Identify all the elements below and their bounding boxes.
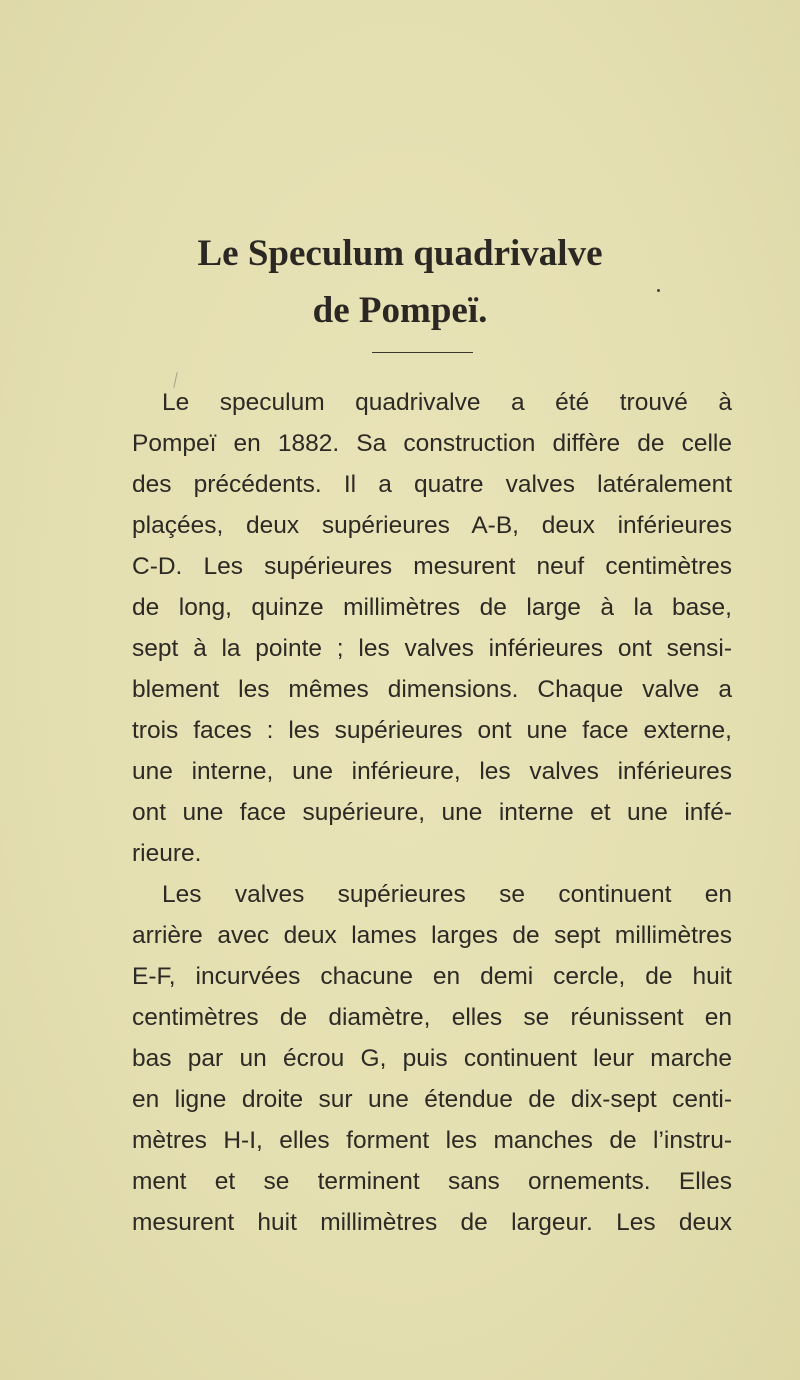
text-line: des précédents. Il a quatre valves latéralement xyxy=(132,471,732,498)
text-line: centimètres de diamètre, elles se réunissent en xyxy=(132,1004,732,1031)
text-line: trois faces : les supérieures ont une face externe, xyxy=(132,717,732,744)
text-line: mètres H-I, elles forment les manches de l’instru- xyxy=(132,1127,732,1154)
text-line: Le speculum quadrivalve a été trouvé à xyxy=(162,389,732,416)
text-line: plaçées, deux supérieures A-B, deux inférieures xyxy=(132,512,732,539)
text-line: sept à la pointe ; les valves inférieures ont sensi- xyxy=(132,635,732,662)
ink-speck xyxy=(657,289,660,292)
text-line: rieure. xyxy=(132,840,202,867)
text-line: arrière avec deux lames larges de sept millimètres xyxy=(132,922,732,949)
text-line: Les valves supérieures se continuent en xyxy=(162,881,732,908)
text-line: en ligne droite sur une étendue de dix-sept centi- xyxy=(132,1086,732,1113)
page-title-line-1: Le Speculum quadrivalve xyxy=(197,233,603,274)
text-line: blement les mêmes dimensions. Chaque valve a xyxy=(132,676,732,703)
text-line: ment et se terminent sans ornements. Elles xyxy=(132,1168,732,1195)
text-line: bas par un écrou G, puis continuent leur marche xyxy=(132,1045,732,1072)
text-line: E-F, incurvées chacune en demi cercle, de huit xyxy=(132,963,732,990)
text-line: C-D. Les supérieures mesurent neuf centimètres xyxy=(132,553,732,580)
title-divider xyxy=(372,352,473,353)
text-line: mesurent huit millimètres de largeur. Les deux xyxy=(132,1209,732,1236)
text-line: une interne, une inférieure, les valves inférieures xyxy=(132,758,732,785)
text-line: de long, quinze millimètres de large à la base, xyxy=(132,594,732,621)
text-line: ont une face supérieure, une interne et une infé- xyxy=(132,799,732,826)
body-text xyxy=(132,382,732,1243)
page-title-line-2: de Pompeï. xyxy=(312,290,488,331)
text-line: Pompeï en 1882. Sa construction diffère de celle xyxy=(132,430,732,457)
